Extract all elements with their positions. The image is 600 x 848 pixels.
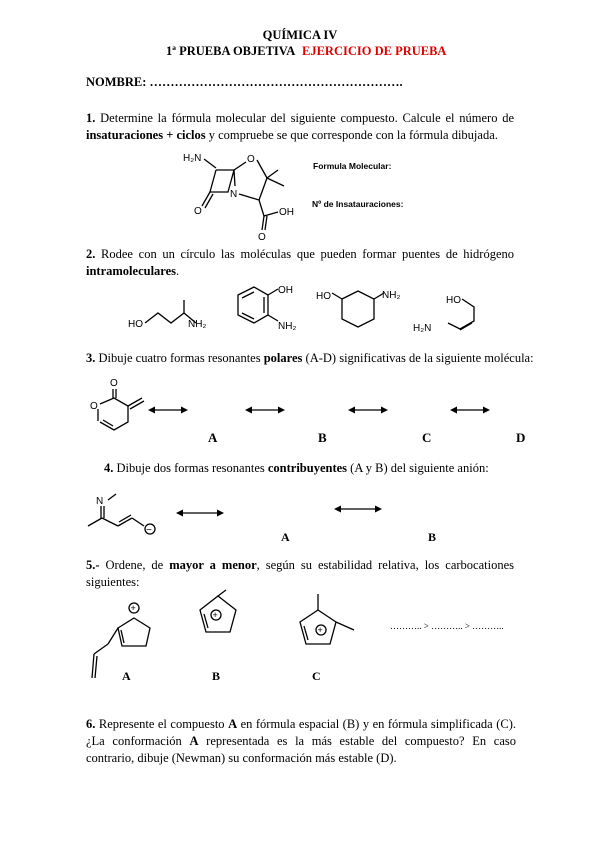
resonance-arrow (176, 508, 224, 518)
atom-label: NH₂ (382, 290, 401, 301)
unsaturation-label: Nº de Insatauraciones: (312, 199, 404, 209)
atom-label: HO (316, 291, 331, 302)
question-4 (104, 460, 544, 477)
plus-sign: + (212, 610, 218, 620)
label-c: C (422, 430, 432, 445)
question-number: 3. (86, 351, 96, 365)
question-text: Rodee con un círculo las moléculas que pueden formar puentes de hidrógeno (101, 247, 514, 261)
question-1 (86, 110, 514, 144)
resonance-arrow (334, 504, 382, 514)
question-bold: insaturaciones + ciclos (86, 128, 206, 142)
question-text: Dibuje cuatro formas resonantes (98, 351, 264, 365)
question-text-2: (A y B) del siguiente anión: (347, 461, 489, 475)
imine-anion-molecule (86, 492, 166, 542)
atom-label: HO (446, 295, 461, 306)
carbocation-b (192, 590, 252, 660)
atom-label: N (96, 496, 104, 507)
atom-label: HO (128, 319, 143, 330)
resonance-arrow (245, 405, 285, 415)
atom-label: O (258, 232, 266, 243)
question-number: 2. (86, 247, 96, 261)
question-text: Dibuje dos formas resonantes (116, 461, 268, 475)
question-bold: intramoleculares (86, 264, 177, 278)
penicillin-core-molecule (180, 148, 310, 243)
label-c: C (312, 669, 321, 683)
question-text: Determine la fórmula molecular del siguiente compuesto. Calcule el número de (100, 111, 515, 125)
atom-label: OH (279, 207, 294, 218)
compound-ref: A (228, 717, 238, 731)
plus-sign: + (130, 603, 136, 613)
atom-label: OH (278, 285, 293, 296)
question-3 (86, 350, 546, 367)
atom-label: N (230, 189, 238, 200)
atom-label: H₂N (183, 153, 202, 164)
atom-label: O (110, 378, 118, 389)
label-b: B (318, 430, 327, 445)
label-b: B (212, 669, 221, 683)
formula-label: Formula Molecular: (313, 161, 392, 171)
question-text-2: (A-D) significativas de la siguiente molécula: (302, 351, 534, 365)
question-end: . (176, 264, 180, 278)
resonance-arrow (148, 405, 188, 415)
question-bold: contribuyentes (267, 461, 348, 475)
question-number: 1. (86, 111, 96, 125)
question-bold: mayor a menor (169, 558, 257, 572)
pyranone-molecule (86, 376, 156, 446)
label-a: A (122, 669, 131, 683)
carbocation-c (288, 592, 368, 662)
label-d: D (516, 430, 526, 445)
question-text-2: , según su estabilidad relativa, los carbocationes siguientes: (86, 558, 514, 589)
resonance-arrow (450, 405, 490, 415)
carbocation-a (86, 600, 186, 690)
atom-label: O (194, 206, 202, 217)
question-number: 6. (86, 717, 96, 731)
compound-ref: A (189, 734, 199, 748)
atom-label: O (247, 154, 255, 165)
atom-label: NH₂ (278, 321, 297, 332)
question-number: 4. (104, 461, 114, 475)
question-bold: polares (263, 351, 303, 365)
order-answer-line[interactable]: ……….. > ……….. > ……….. (390, 621, 504, 631)
label-b: B (428, 530, 437, 544)
question-text-3: representada es la más estable del compuesto? En caso contrario, dibuje (Newman) su conformación más estable (D). (86, 734, 516, 765)
atom-label: H₂N (413, 323, 432, 334)
question-2 (86, 246, 514, 280)
question-number: 5.- (86, 558, 100, 572)
q2-molecules (128, 285, 548, 340)
atom-label: − (146, 525, 152, 536)
course-title: QUÍMICA IV (262, 28, 338, 42)
atom-label: NH₂ (188, 319, 207, 330)
question-5 (86, 557, 514, 591)
label-a: A (208, 430, 218, 445)
plus-sign: + (317, 625, 323, 635)
question-text-2: en fórmula espacial (B) y en fórmula simplificada (C). ¿La conformación (86, 717, 516, 748)
question-text-2: y compruebe se que corresponde con la fórmula dibujada. (205, 128, 498, 142)
question-text: Represente el compuesto (95, 717, 229, 731)
question-text: Ordene, de (105, 558, 170, 572)
atom-label: O (90, 401, 98, 412)
name-field-label: NOMBRE: ……………………………………………………. (86, 75, 403, 89)
exercise-title: EJERCICIO DE PRUEBA (302, 44, 447, 58)
test-title: 1ª PRUEBA OBJETIVA (166, 44, 296, 58)
resonance-arrow (348, 405, 388, 415)
label-a: A (281, 530, 290, 544)
question-6 (86, 716, 516, 767)
